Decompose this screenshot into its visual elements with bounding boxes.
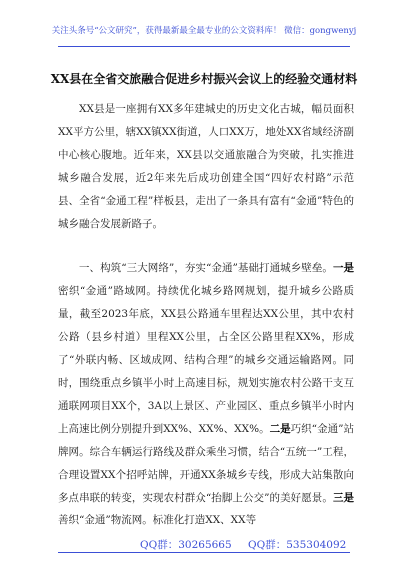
point-one-label: 一是	[332, 262, 354, 275]
paragraph-section-one	[58, 257, 354, 532]
section-heading-text: 一、构筑“三大网络”，夯实“金通”基础打通城乡壁垒。	[79, 262, 333, 275]
document-body	[58, 98, 354, 532]
footer-qq-group-2: QQ群：535304092	[248, 539, 347, 551]
point-one-text: 密织“金通”路域网。持续优化城乡路网规划，提升城乡公路质量，截至2023年底，XX县公路通车里程达XX公里，其中农村公路（县乡村道）里程XX公里，占全区公路里程XX%，形成了“外联内畅、区域成网、结构合理”的城乡交通运输路网。同时，围绕重点乡镇半小时上高速目标，规划实施农村公路干支互通联网项目XX个，3A以上景区、产业园区、重点乡镇半小时内上高速比例分别提升到XX%、XX%、XX%。	[58, 285, 354, 435]
point-three-label: 三是	[332, 491, 354, 504]
point-two-text: 巧织“金通”站牌网。综合车辆运行路线及群众乘坐习惯，结合“五统一”工程，合理设置XX个招呼站牌，开通XX条城乡专线，形成大站集散向多点串联的转变，实现农村群众“抬脚上公交”的美好愿景。	[58, 422, 354, 504]
footer-qq-group-1: QQ群：30265665	[140, 539, 232, 551]
header-note: 关注头条号“公文研究”，获得最新最全最专业的公文资料库！ 微信：gongwenyj	[51, 26, 357, 36]
point-three-text: 善织“金通”物流网。标准化打造XX、XX等	[58, 514, 257, 527]
footer-divider	[58, 552, 350, 553]
paragraph-intro: XX县是一座拥有XX多年建城史的历史文化古城，幅员面积XX平方公里，辖XX镇XX街道，人口XX万，地处XX省域经济副中心核心腹地。近年来，XX县以交通旅融合为突破，扎实推进城乡融合发展，近2年来先后成功创建全国“四好农村路”示范县、全省“金通工程”样板县，走出了一条具有富有“金通”特色的城乡融合发展新路子。	[58, 103, 354, 230]
point-two-label: 二是	[269, 422, 291, 435]
header-divider	[58, 46, 350, 47]
document-title: XX县在全省交旅融合促进乡村振兴会议上的经验交通材料	[50, 72, 358, 86]
